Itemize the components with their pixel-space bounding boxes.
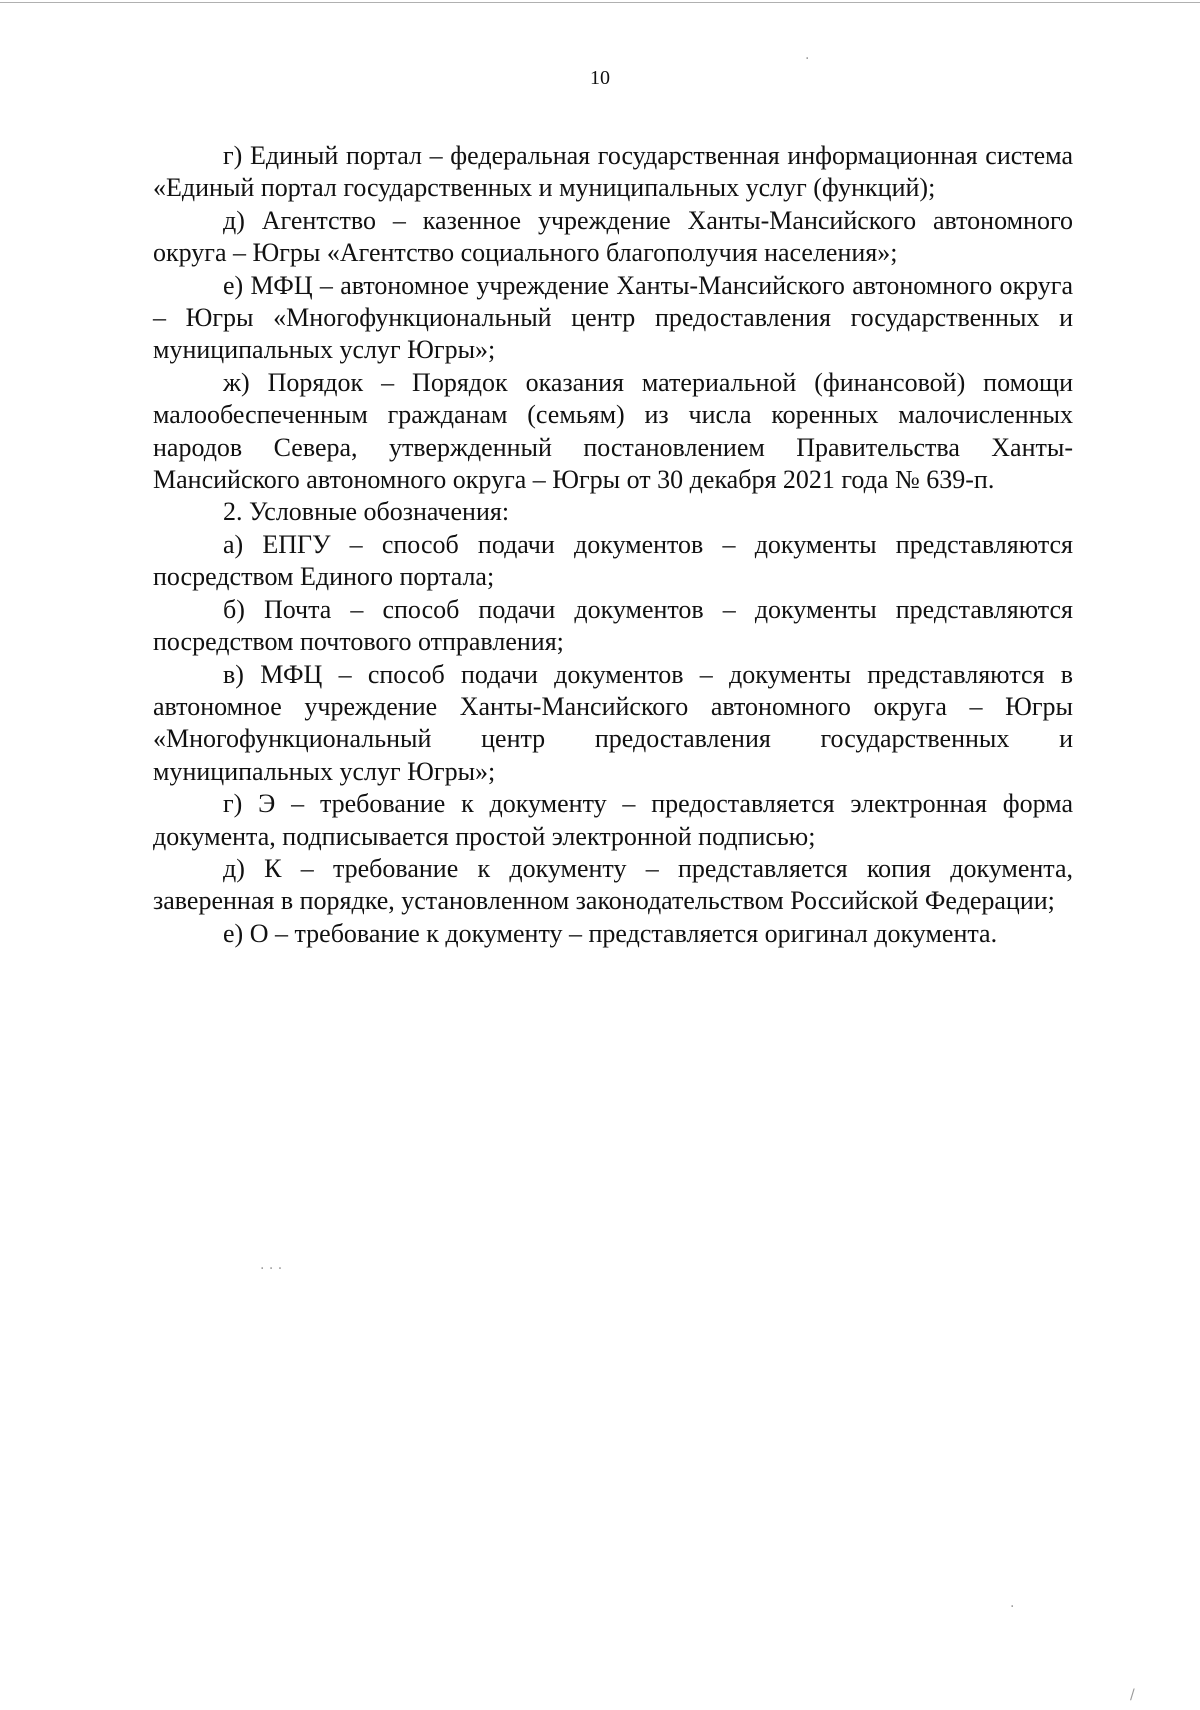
definition-paragraph: ж) Порядок – Порядок оказания материальной (финансовой) помощи малообеспеченным гражданам (семьям) из числа коренных малочисленных народов Севера, утвержденный постановлением Правительства Ханты-Мансийского автономного округа – Югры от 30 декабря 2021 года № 639-п. bbox=[153, 367, 1073, 495]
scan-top-edge bbox=[0, 2, 1200, 3]
definition-paragraph: д) Агентство – казенное учреждение Ханты-Мансийского автономного округа – Югры «Агентство социального благополучия населения»; bbox=[153, 205, 1073, 268]
notation-paragraph: в) МФЦ – способ подачи документов – документы представляются в автономное учреждение Ханты-Мансийского автономного округа – Югры «Многофункциональный центр предоставления государственных и муниципальных услуг Югры»; bbox=[153, 659, 1073, 786]
definition-paragraph: е) МФЦ – автономное учреждение Ханты-Мансийского автономного округа – Югры «Многофункциональный центр предоставления государственных и муниципальных услуг Югры»; bbox=[153, 270, 1073, 365]
scan-speck: · bbox=[1010, 1599, 1015, 1615]
document-body bbox=[153, 140, 1073, 950]
notation-paragraph: е) О – требование к документу – представляется оригинал документа. bbox=[223, 918, 998, 948]
notation-paragraph: д) К – требование к документу – представляется копия документа, заверенная в порядке, установленном законодательством Российской Федерации; bbox=[153, 853, 1073, 916]
definition-paragraph: г) Единый портал – федеральная государственная информационная система «Единый портал государственных и муниципальных услуг (функций); bbox=[153, 141, 1073, 203]
notation-paragraph: а) ЕПГУ – способ подачи документов – документы представляются посредством Единого портала; bbox=[153, 529, 1073, 592]
notation-paragraph: б) Почта – способ подачи документов – документы представляются посредством почтового отправления; bbox=[153, 594, 1073, 657]
scan-speck: · · · bbox=[260, 1261, 283, 1277]
section-heading: 2. Условные обозначения: bbox=[223, 497, 510, 527]
notation-paragraph: г) Э – требование к документу – предоставляется электронная форма документа, подписывается простой электронной подписью; bbox=[153, 789, 1073, 851]
scan-speck: / bbox=[1130, 1687, 1135, 1703]
page-number: 10 bbox=[590, 67, 610, 89]
scan-speck: · bbox=[805, 51, 810, 67]
